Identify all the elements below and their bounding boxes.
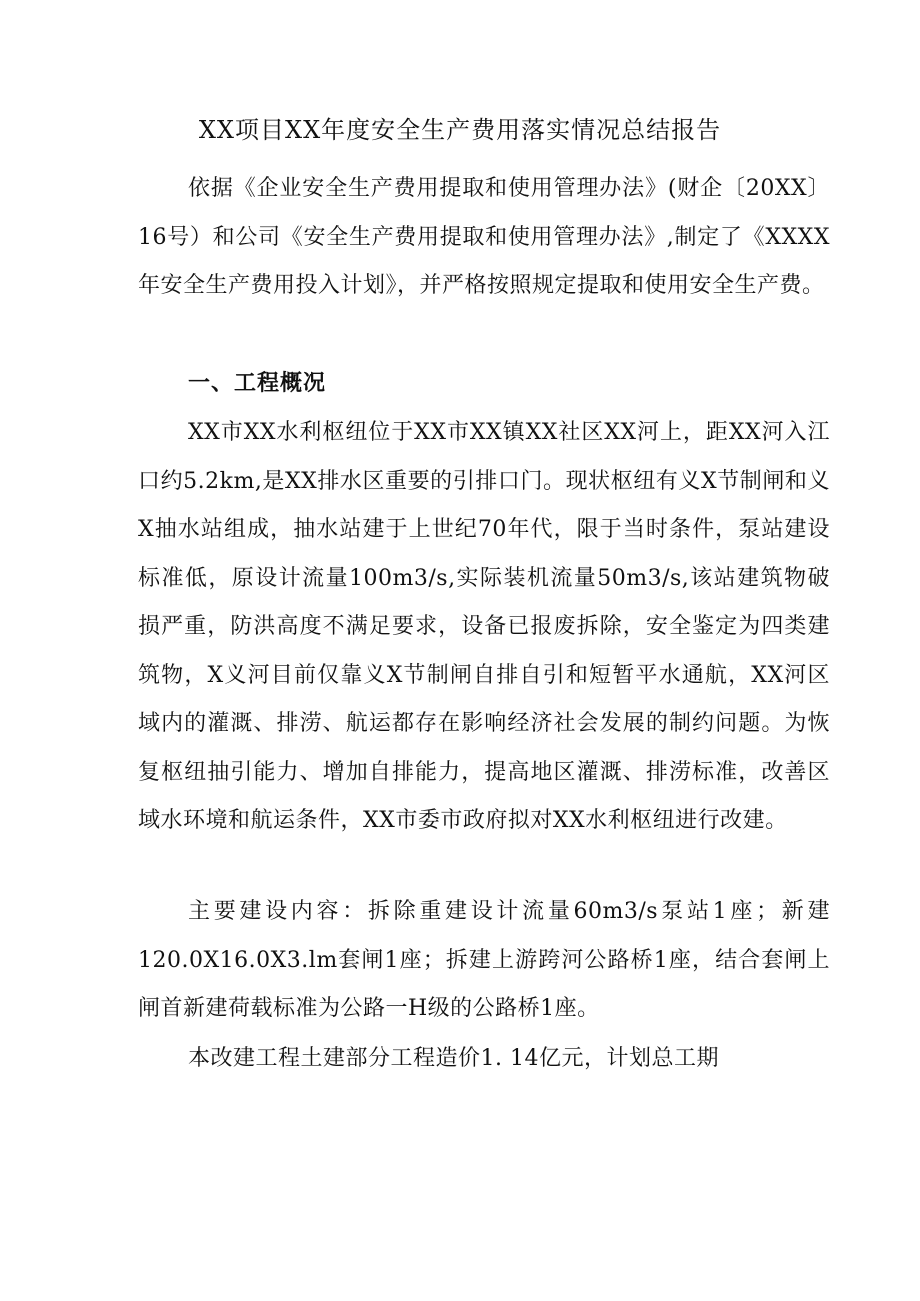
paragraph-legal-basis: 依据《企业安全生产费用提取和使用管理办法》(财企〔20XX〕16号）和公司《安全生产费用提取和使用管理办法》,制定了《XXXX年安全生产费用投入计划》，并严格按照规定提取和使用安全生产费。 [138, 176, 830, 298]
paragraph-project-cost: 本改建工程土建部分工程造价1. 14亿元，计划总工期 [188, 1046, 719, 1071]
paragraph-project-description: XX市XX水利枢纽位于XX市XX镇XX社区XX河上，距XX河入江口约5.2km,是XX排水区重要的引排口门。现状枢纽有义X节制闸和义X抽水站组成，抽水站建于上世纪70年代，限于当时条件，泵站建设标准低，原设计流量100m3/s,实际装机流量50m3/s,该站建筑物破损严重，防洪高度不满足要求，设备已报废拆除，安全鉴定为四类建筑物，X义河目前仅靠义X节制闸自排自引和短暂平水通航，XX河区域内的灌溉、排涝、航运都存在影响经济社会发展的制约问题。为恢复枢纽抽引能力、增加自排能力，提高地区灌溉、排涝标准，改善区域水环境和航运条件，XX市委市政府拟对XX水利枢纽进行改建。 [138, 420, 830, 833]
paragraph-construction-content: 主要建设内容：拆除重建设计流量60m3/s泵站1座；新建120.0X16.0X3.lm套闸1座；拆建上游跨河公路桥1座，结合套闸上闸首新建荷载标准为公路一H级的公路桥1座。 [138, 899, 830, 1021]
document-title: XX项目XX年度安全生产费用落实情况总结报告 [198, 116, 722, 144]
section-heading-project-overview: 一、工程概况 [188, 371, 327, 396]
